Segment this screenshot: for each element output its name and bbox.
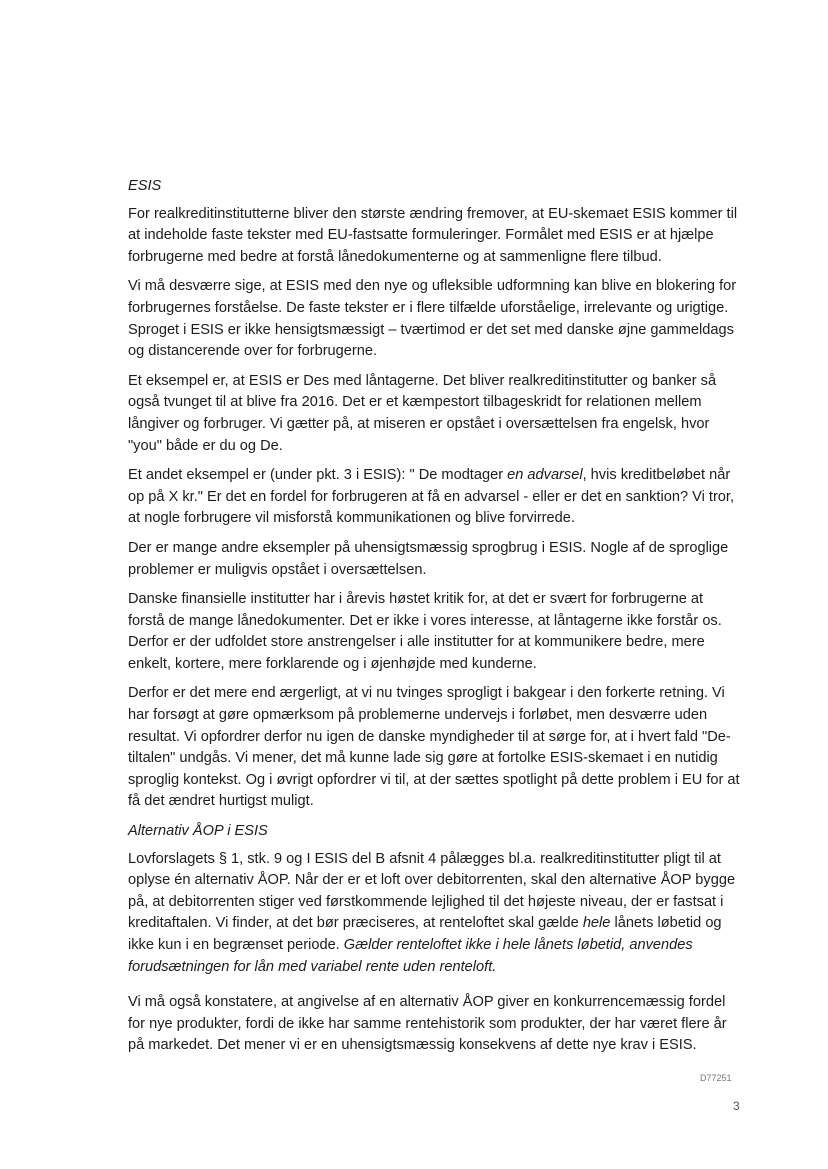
paragraph-aop-italic-1: hele bbox=[582, 915, 611, 932]
section-heading-esis: ESIS bbox=[128, 178, 162, 194]
paragraph-aop-italic-2: Gælder renteloftet ikke i hele lånets løbetid, anvendes forudsætningen for lån med variabel rente uden renteloft. bbox=[128, 937, 693, 975]
paragraph-aop-text-b: lånets løbetid og ikke kun i en begrænset periode. bbox=[128, 915, 722, 953]
paragraph-3: Et eksempel er, at ESIS er Des med låntagerne. Det bliver realkreditinstitutter og banker så også tvunget til at blive fra 2016. Det er et kæmpestort tilbageskridt for relationen mellem långiver og forbruger. Vi gætter på, at miseren er opstået i oversættelsen fra engelsk, hvor "you" både er du og De. bbox=[128, 372, 717, 454]
section-heading-alternativ-aop: Alternativ ÅOP i ESIS bbox=[128, 823, 268, 840]
paragraph-1: For realkreditinstitutterne bliver den største ændring fremover, at EU-skemaet ESIS kommer til at indeholde faste tekster med EU-fastsatte formuleringer. Formålet med ESIS er at hjælpe forbrugerne med bedre at forstå lånedokumenterne og at sammenligne flere tilbud. bbox=[128, 205, 738, 265]
paragraph-2: Vi må desværre sige, at ESIS med den nye og ufleksible udformning kan blive en blokering for forbrugernes forståelse. De faste tekster er i flere tilfælde uforståelige, irrelevante og urigtige. Sproget i ESIS er ikke hensigtsmæssigt – tværtimod er det set med danske øjne gammeldags og distancerende over for forbrugerne. bbox=[128, 278, 737, 360]
paragraph-6: Danske finansielle institutter har i årevis høstet kritik for, at det er svært for forbrugerne at forstå de mange lånedokumenter. Det er ikke i vores interesse, at låntagerne ikke forstår os. Derfor er der udfoldet store anstrengelser i alle institutter for at kommunikere bedre, mere enkelt, kortere, mere forklarende og i øjenhøjde med kunderne. bbox=[128, 591, 722, 672]
paragraph-4-text-a: Et andet eksempel er (under pkt. 3 i ESIS): " De modtager bbox=[128, 467, 508, 484]
paragraph-aop bbox=[128, 849, 742, 979]
paragraph-7: Derfor er det mere end ærgerligt, at vi nu tvinges sprogligt i bakgear i den forkerte retning. Vi har forsøgt at gøre opmærksom på problemerne undervejs i forløbet, men desværre uden resultat. Vi opfordrer derfor nu igen de danske myndigheder til at sørge for, at i hvert fald "De-tiltalen" undgås. Vi mener, det må kunne lade sig gøre at fortolke ESIS-skemaet i en nutidig sproglig kontekst. Og i øvrigt opfordrer vi til, at der sættes spotlight på dette problem i EU for at få det ændret hurtigst muligt. bbox=[128, 685, 740, 810]
paragraph-4-text-b: , hvis kreditbeløbet når op på X kr." Er det en fordel for forbrugeren at få en advarsel - eller er det en sanktion? Vi tror, at nogle forbrugere vil misforstå kommunikationen og blive forvirrede. bbox=[128, 467, 735, 527]
paragraph-4-italic: en advarsel bbox=[507, 467, 583, 484]
page-number: 3 bbox=[733, 1099, 740, 1113]
document-body bbox=[128, 176, 742, 1065]
paragraph-5: Der er mange andre eksempler på uhensigtsmæssig sprogbrug i ESIS. Nogle af de sproglige problemer er muligvis opstået i oversættelsen. bbox=[128, 539, 729, 578]
paragraph-4 bbox=[128, 465, 742, 530]
paragraph-last: Vi må også konstatere, at angivelse af en alternativ ÅOP giver en konkurrencemæssig fordel for nye produkter, fordi de ikke har samme rentehistorik som produkter, der har været flere år på markedet. Det mener vi er en uhensigtsmæssig konsekvens af dette nye krav i ESIS. bbox=[128, 994, 727, 1054]
document-code: D77251 bbox=[700, 1073, 732, 1083]
paragraph-aop-text-a: Lovforslagets § 1, stk. 9 og I ESIS del B afsnit 4 pålægges bl.a. realkreditinstitutter pligt til at oplyse én alternativ ÅOP. Når der er et loft over debitorrenten, skal den alternative ÅOP bygge på, at debitorrenten stiger ved førstkommende lejlighed til det højeste niveau, der er fastsat i kreditaftalen. Vi finder, at det bør præciseres, at renteloftet skal gælde bbox=[128, 850, 736, 932]
